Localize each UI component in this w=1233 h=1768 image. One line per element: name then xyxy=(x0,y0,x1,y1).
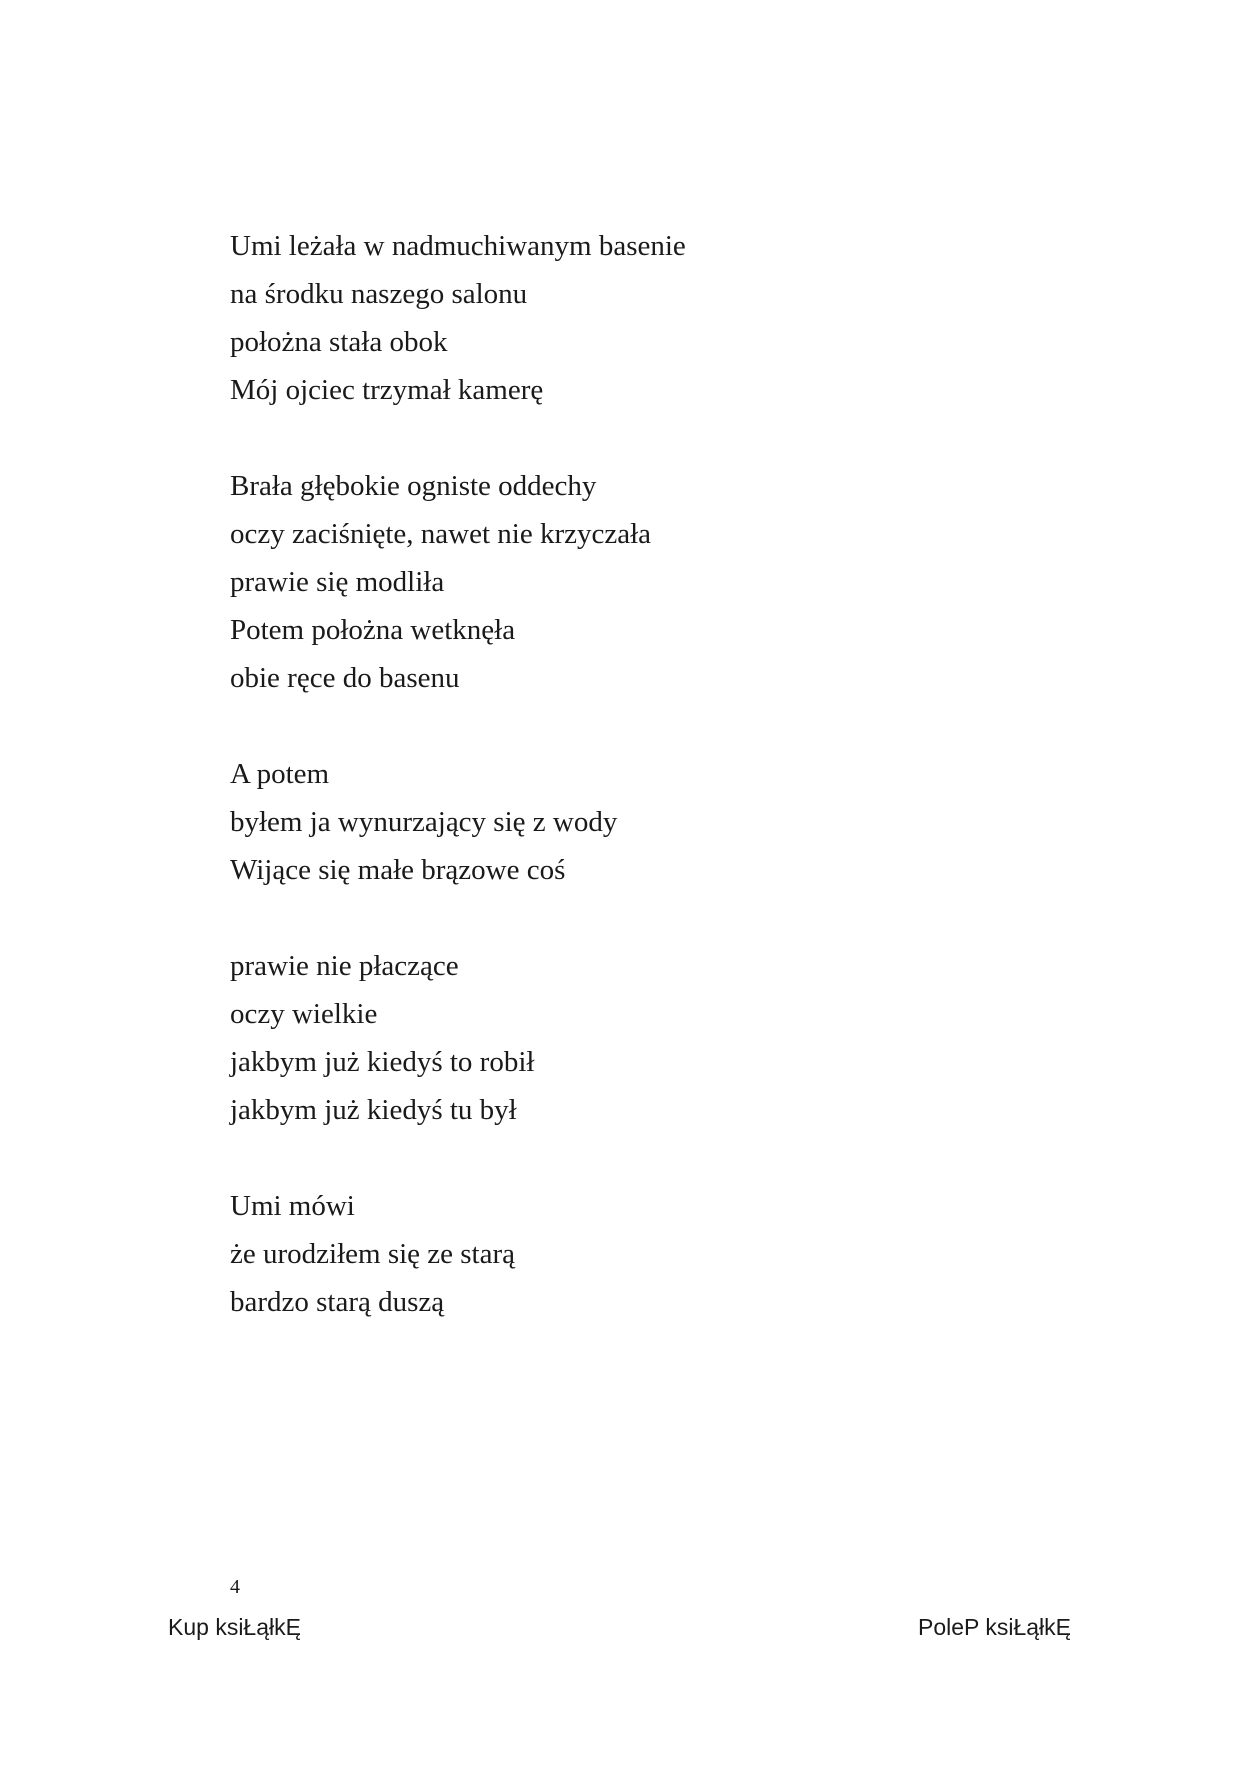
poem-line: prawie nie płaczące xyxy=(230,950,459,982)
recommend-book-link[interactable]: PoleP ksiŁąłkĘ xyxy=(918,1614,1071,1640)
buy-book-link[interactable]: Kup ksiŁąłkĘ xyxy=(168,1614,301,1640)
stanza-3 xyxy=(230,750,1030,894)
poem-line: Potem położna wetknęła xyxy=(230,614,516,646)
stanza-5 xyxy=(230,1182,1030,1326)
page-number: 4 xyxy=(230,1576,240,1598)
poem-line: jakbym już kiedyś to robił xyxy=(230,1046,535,1078)
stanza-4 xyxy=(230,942,1030,1134)
poem-line: Umi mówi xyxy=(230,1190,355,1222)
poem-line: położna stała obok xyxy=(230,326,448,358)
poem-line: Mój ojciec trzymał kamerę xyxy=(230,374,544,406)
poem-line: byłem ja wynurzający się z wody xyxy=(230,806,618,838)
poem-line: A potem xyxy=(230,758,330,790)
poem-line: na środku naszego salonu xyxy=(230,278,528,310)
poem-line: obie ręce do basenu xyxy=(230,662,460,694)
poem-line: Umi leżała w nadmuchiwanym basenie xyxy=(230,230,686,262)
poem-line: oczy zaciśnięte, nawet nie krzyczała xyxy=(230,518,652,550)
poem-line: prawie się modliła xyxy=(230,566,445,598)
poem xyxy=(230,222,1030,1374)
poem-line: jakbym już kiedyś tu był xyxy=(230,1094,517,1126)
stanza-2 xyxy=(230,462,1030,702)
poem-line: Wijące się małe brązowe coś xyxy=(230,854,566,886)
poem-line: oczy wielkie xyxy=(230,998,378,1030)
poem-line: bardzo starą duszą xyxy=(230,1286,445,1318)
stanza-1 xyxy=(230,222,1030,414)
poem-line: Brała głębokie ogniste oddechy xyxy=(230,470,597,502)
poem-line: że urodziłem się ze starą xyxy=(230,1238,516,1270)
